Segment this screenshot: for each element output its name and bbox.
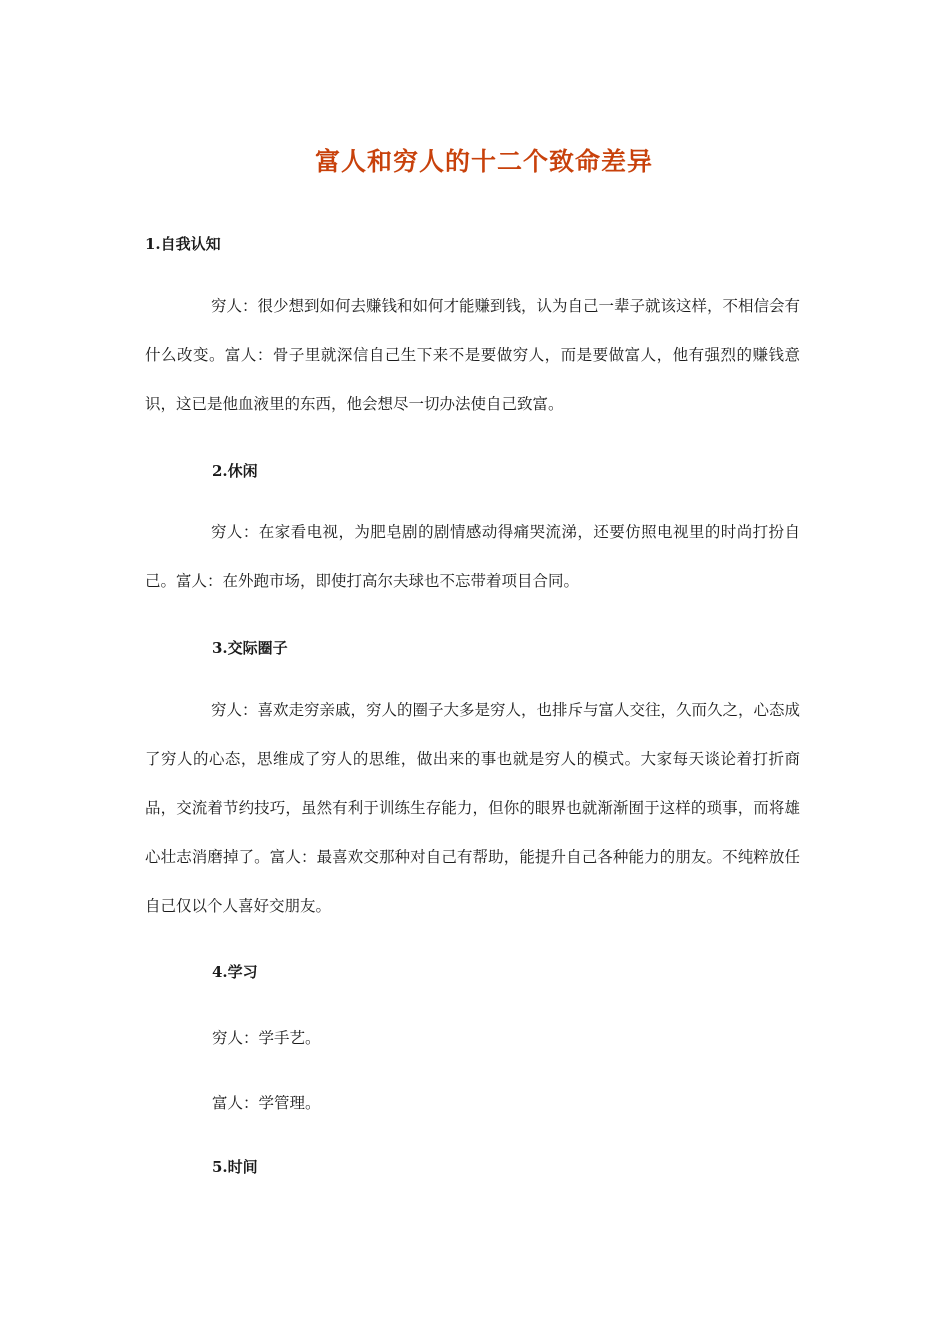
section-paragraph-3: 穷人：喜欢走穷亲戚，穷人的圈子大多是穷人，也排斥与富人交往，久而久之，心态成了穷人的心态，思维成了穷人的思维，做出来的事也就是穷人的模式。大家每天谈论着打折商品，交流着节约技巧，虽然有利于训练生存能力，但你的眼界也就渐渐囿于这样的琐事，而将雄心壮志消磨掉了。富人：最喜欢交那种对自己有帮助，能提升自己各种能力的朋友。不纯粹放任自己仅以个人喜好交朋友。 <box>145 701 801 915</box>
section-line-rich: 富人：学管理。 <box>212 1094 321 1112</box>
document-title: 富人和穷人的十二个致命差异 <box>314 147 653 176</box>
section-heading-5: 5.时间 <box>212 1158 258 1176</box>
section-paragraph-2: 穷人：在家看电视，为肥皂剧的剧情感动得痛哭流涕，还要仿照电视里的时尚打扮自己。富人：在外跑市场，即使打高尔夫球也不忘带着项目合同。 <box>145 523 800 590</box>
section-heading-2: 2.休闲 <box>212 462 258 480</box>
section-heading-1: 1.自我认知 <box>145 235 221 253</box>
section-heading-4: 4.学习 <box>212 963 258 981</box>
section-line-poor: 穷人：学手艺。 <box>212 1029 321 1047</box>
section-heading-3: 3.交际圈子 <box>212 639 288 657</box>
section-paragraph-1: 穷人：很少想到如何去赚钱和如何才能赚到钱，认为自己一辈子就该这样，不相信会有什么改变。富人：骨子里就深信自己生下来不是要做穷人，而是要做富人，他有强烈的赚钱意识，这已是他血液里的东西，他会想尽一切办法使自己致富。 <box>145 297 801 413</box>
